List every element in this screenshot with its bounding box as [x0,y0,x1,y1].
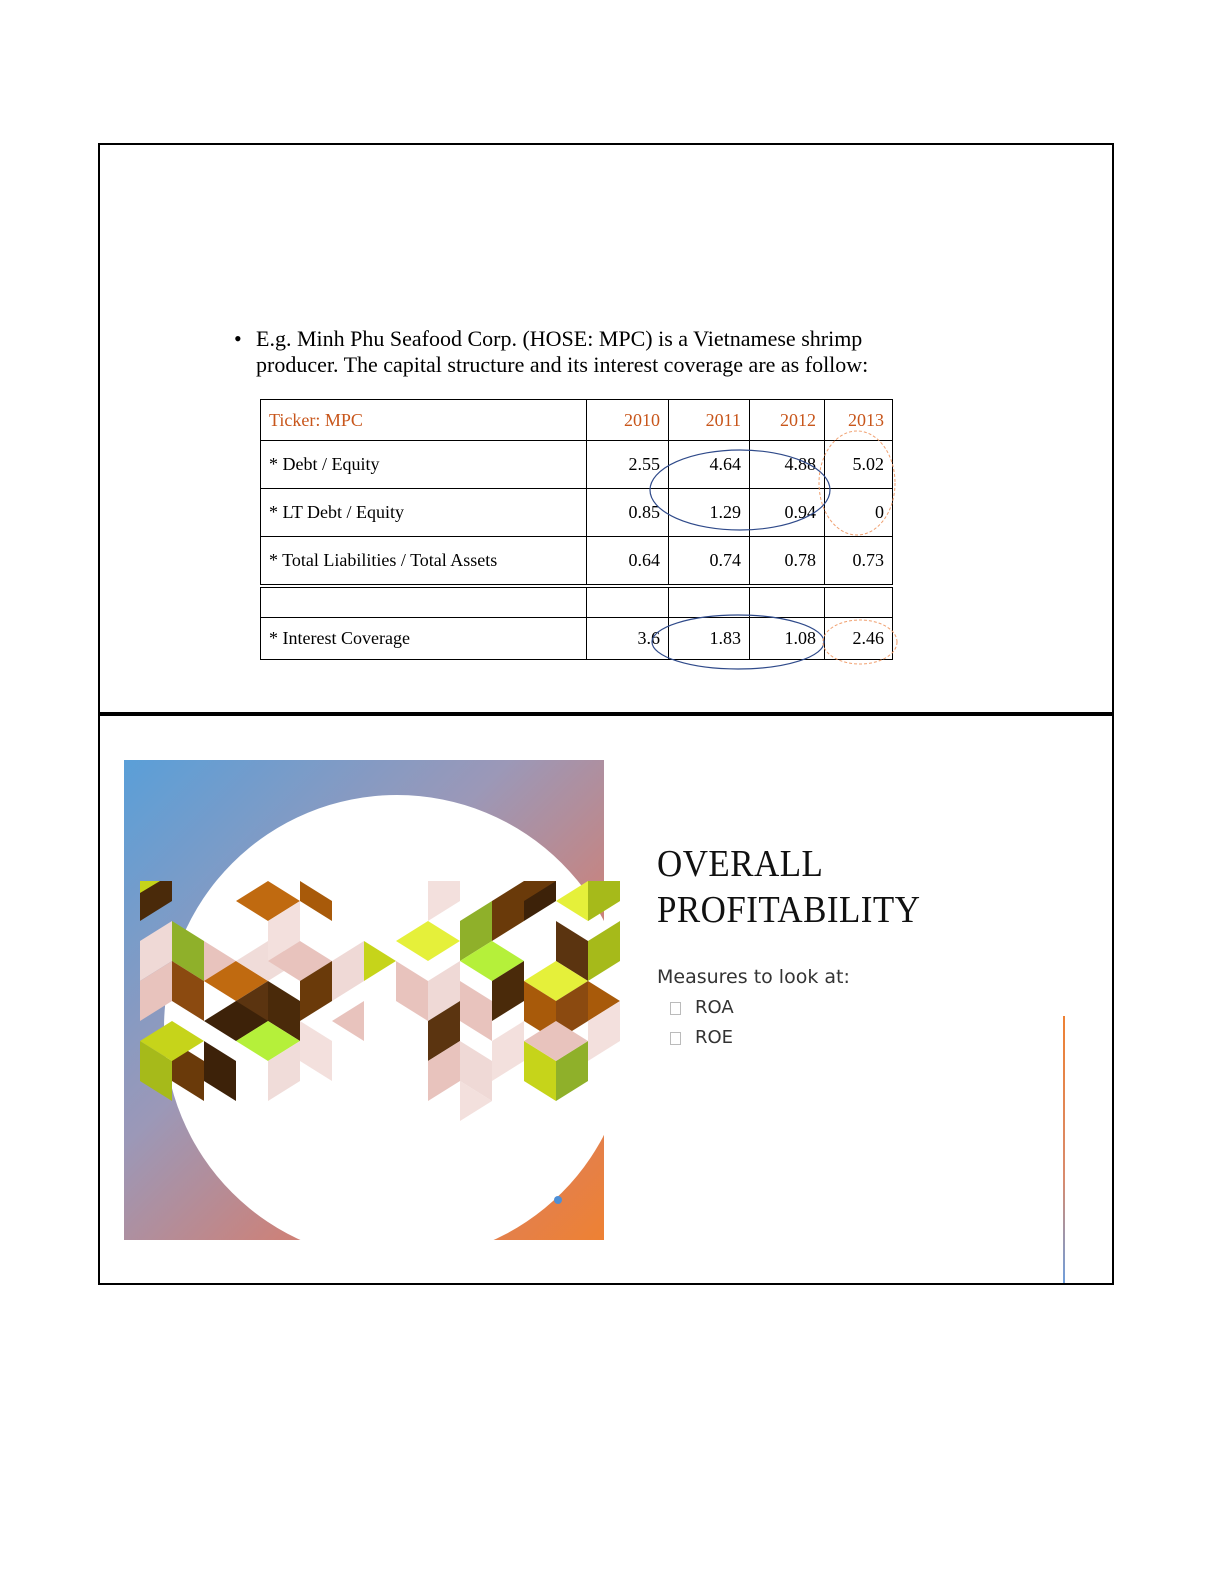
row-value: 4.64 [669,441,750,489]
list-item-label: ROA [695,997,734,1018]
table-row [261,537,893,585]
table-row [261,441,893,489]
row-value: 2.55 [587,441,669,489]
accent-line [1063,1016,1065,1285]
row-value: 2.46 [825,618,893,660]
geometric-mosaic-image [140,881,620,1121]
header-year: 2013 [825,400,893,441]
measures-subheading: Measures to look at: [657,966,850,988]
ratio-table [260,399,893,585]
row-value: 0.85 [587,489,669,537]
slide-title [657,841,920,933]
title-line-2: PROFITABILITY [657,889,921,931]
blank-cell [261,588,587,618]
row-value: 0.74 [669,537,750,585]
row-value: 1.29 [669,489,750,537]
intro-line-2: producer. The capital structure and its interest coverage are as follow: [256,352,869,377]
blank-cell [750,588,825,618]
blank-cell [825,588,893,618]
list-item [670,1027,733,1048]
table-header-row [261,400,893,441]
title-line-1: OVERALL [657,843,824,885]
row-value: 0.64 [587,537,669,585]
row-label: * Total Liabilities / Total Assets [261,537,587,585]
row-value: 0.73 [825,537,893,585]
row-value: 0.94 [750,489,825,537]
header-year: 2011 [669,400,750,441]
intro-text [256,326,916,378]
mosaic-tiles [140,881,620,1121]
bullet-box-icon [670,1002,681,1015]
blank-cell [587,588,669,618]
table-row [261,618,893,660]
slide-capital-structure [98,143,1114,714]
header-ticker: Ticker: MPC [261,400,587,441]
table-blank-row [261,588,893,618]
blank-cell [669,588,750,618]
row-value: 0.78 [750,537,825,585]
row-value: 0 [825,489,893,537]
row-label: * LT Debt / Equity [261,489,587,537]
coverage-table [260,587,893,660]
row-value: 1.83 [669,618,750,660]
intro-line-1: E.g. Minh Phu Seafood Corp. (HOSE: MPC) is a Vietnamese shrimp [256,326,863,351]
row-label: * Interest Coverage [261,618,587,660]
row-label: * Debt / Equity [261,441,587,489]
slide-overall-profitability [98,714,1114,1285]
header-year: 2010 [587,400,669,441]
row-value: 4.88 [750,441,825,489]
accent-dot [554,1196,562,1204]
list-item-label: ROE [695,1027,734,1048]
header-year: 2012 [750,400,825,441]
list-item [670,997,734,1018]
row-value: 5.02 [825,441,893,489]
table-row [261,489,893,537]
bullet-mark: • [234,326,242,351]
bullet-box-icon [670,1032,681,1045]
row-value: 1.08 [750,618,825,660]
row-value: 3.6 [587,618,669,660]
